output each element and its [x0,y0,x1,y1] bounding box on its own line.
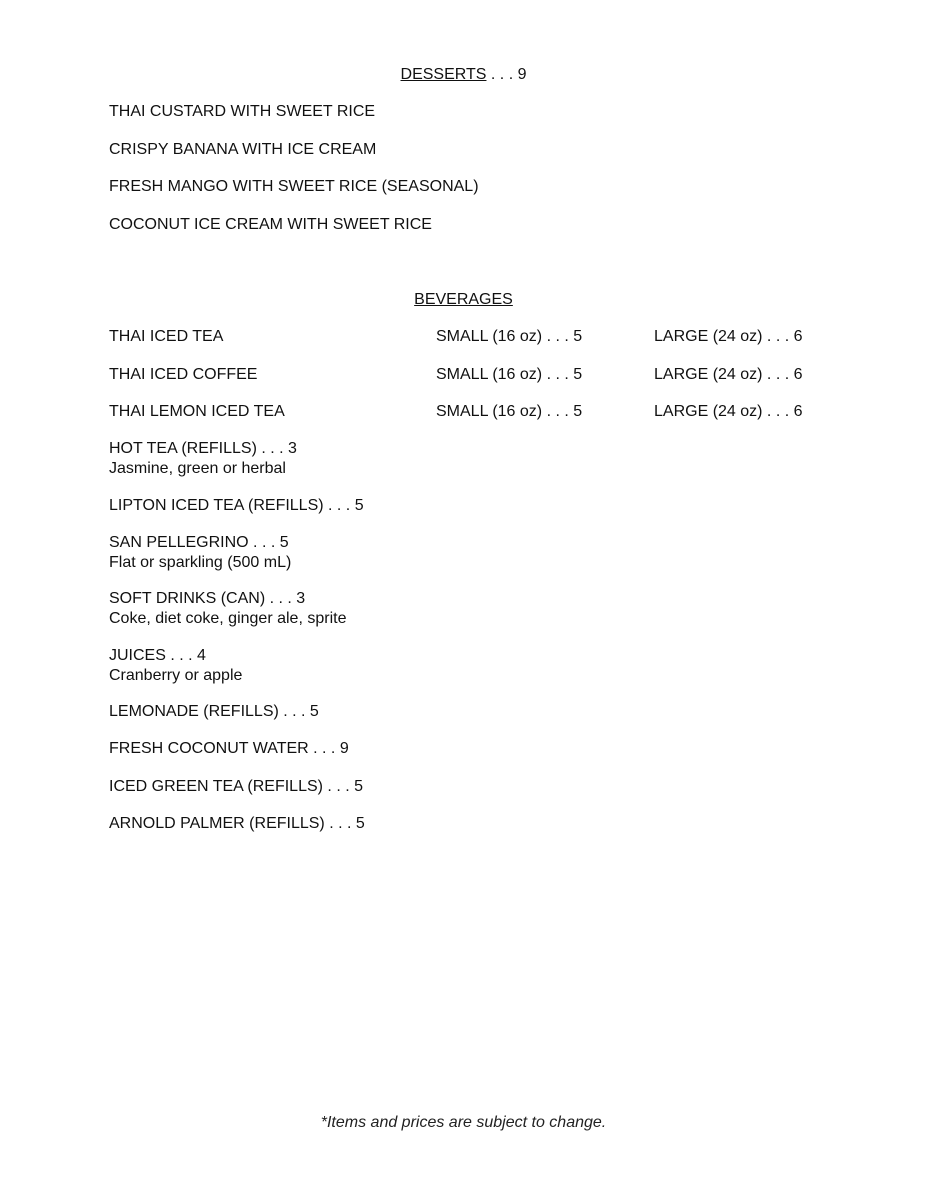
beverage-name: LEMONADE (REFILLS) . . . 5 [109,703,319,720]
beverage-item [109,439,297,478]
beverage-item [109,777,363,797]
desserts-price: . . . 9 [486,66,527,83]
beverages-heading [0,290,927,310]
beverage-sized-name: THAI ICED COFFEE [109,366,258,383]
beverage-name: SAN PELLEGRINO . . . 5 [109,534,289,551]
beverage-description: Jasmine, green or herbal [109,460,286,477]
dessert-item: CRISPY BANANA WITH ICE CREAM [109,141,377,158]
desserts-heading [0,65,927,85]
beverage-name: ARNOLD PALMER (REFILLS) . . . 5 [109,815,365,832]
beverage-small-price: SMALL (16 oz) . . . 5 [436,328,583,345]
beverage-name: HOT TEA (REFILLS) . . . 3 [109,440,297,457]
beverage-item [109,814,365,834]
beverage-sized-name: THAI LEMON ICED TEA [109,403,285,420]
beverage-item [109,589,346,628]
beverage-item [109,739,349,759]
beverage-large-price: LARGE (24 oz) . . . 6 [654,403,803,420]
beverage-name: LIPTON ICED TEA (REFILLS) . . . 5 [109,497,364,514]
beverage-large-price: LARGE (24 oz) . . . 6 [654,366,803,383]
beverages-title: BEVERAGES [414,291,513,308]
beverage-large-price: LARGE (24 oz) . . . 6 [654,328,803,345]
beverage-sized-name: THAI ICED TEA [109,328,224,345]
beverage-name: SOFT DRINKS (CAN) . . . 3 [109,590,306,607]
beverage-name: FRESH COCONUT WATER . . . 9 [109,740,349,757]
desserts-title: DESSERTS [400,66,487,83]
beverage-name: ICED GREEN TEA (REFILLS) . . . 5 [109,778,363,795]
disclaimer-note: *Items and prices are subject to change. [320,1114,607,1131]
beverage-item [109,702,319,722]
dessert-item: THAI CUSTARD WITH SWEET RICE [109,103,376,120]
beverage-description: Flat or sparkling (500 mL) [109,554,292,571]
beverage-item [109,646,242,685]
beverage-item [109,533,291,572]
beverage-name: JUICES . . . 4 [109,647,206,664]
beverage-small-price: SMALL (16 oz) . . . 5 [436,403,583,420]
beverage-description: Cranberry or apple [109,667,243,684]
dessert-item: COCONUT ICE CREAM WITH SWEET RICE [109,216,432,233]
dessert-item: FRESH MANGO WITH SWEET RICE (SEASONAL) [109,178,479,195]
beverage-description: Coke, diet coke, ginger ale, sprite [109,610,347,627]
beverage-small-price: SMALL (16 oz) . . . 5 [436,366,583,383]
beverage-item [109,496,364,516]
